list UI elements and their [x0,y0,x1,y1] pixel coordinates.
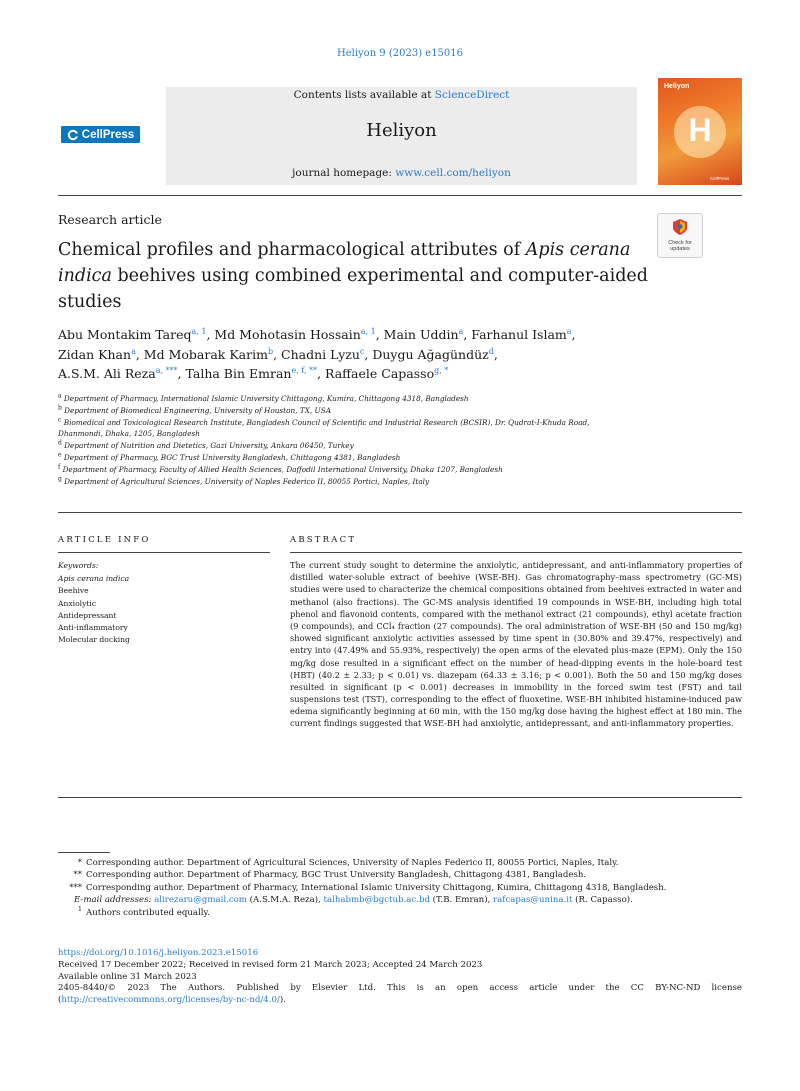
affiliation-text: Department of Nutrition and Dietetics, Gazi University, Ankara 06450, Turkey [64,441,354,451]
author-affiliation-marker[interactable]: b [267,346,274,356]
footnote-corresponding-3 [58,882,748,894]
affiliation-label: c [58,416,62,424]
publication-info [58,948,742,1007]
article-type: Research article [58,212,162,227]
author-separator: , [206,327,215,342]
author-separator: , [571,327,576,342]
cover-title: Heliyon [664,83,690,90]
author-name: Chadni Lyzu [281,346,360,362]
homepage-prefix: journal homepage: [292,167,396,179]
doi-link[interactable]: https://doi.org/10.1016/j.heliyon.2023.e15016 [58,948,259,958]
author-affiliation-marker[interactable]: a, *** [155,365,178,375]
author-name: Raffaele Capasso [325,366,435,381]
affiliation-label: e [58,451,62,459]
author-affiliation-marker[interactable]: a, 1 [360,326,376,336]
email-owner: (R. Capasso). [572,895,633,906]
footnote-text: Corresponding author. Department of Pharmacy, International Islamic University Chittagong, Kumira, Chittagong 4318, Bangladesh. [86,882,667,893]
affiliation-item [58,393,698,405]
contents-prefix: Contents lists available at [293,89,435,101]
footnote-corresponding-1 [58,857,748,869]
affiliation-text: Department of Pharmacy, BGC Trust University Bangladesh, Chittagong 4381, Bangladesh [63,452,401,462]
affiliation-label: b [58,404,62,412]
author-name: Md Mohotasin Hossain [214,327,361,342]
journal-homepage [166,167,637,179]
keyword-list [58,573,130,647]
author-name: Farhanul Islam [471,327,567,342]
journal-cover-image [658,78,742,185]
email-link-reza[interactable]: alirezaru@gmail.com [154,895,247,906]
footnote-divider [58,852,110,853]
author-name: A.S.M. Ali Reza [58,366,156,381]
author-name: Main Uddin [383,327,459,342]
footnote-corresponding-2 [58,869,748,881]
cover-footer: CellPress [710,176,730,181]
affiliation-item [58,440,698,452]
footnote-emails [58,894,748,906]
abstract-text: The current study sought to determine the anxiolytic, antidepressant, and anti-inflammatory properties of distilled water-soluble extract of beehive (WSE-BH). Gas chromatography–mass spectrometry (GC-MS) studies were used to characterize the chemical compositions obtained from beehives extracted in water and methanol (also fractions). The GC-MS analysis identified 19 compounds in WSE-BH, including high total phenol and flavonoid contents, compared with the methanol extract (21 compounds), ethyl acetate fraction (9 compounds), and CCl₄ fraction (27 compounds). The oral administration of WSE-BH (50 and 150 mg/kg) showed significant anxiolytic activities assessed by time spent in (30.80% and 39.47%, respectively) and entry into (47.49% and 55.93%, respectively) the open arms of the elevated plus-maze (EPM). Only the 150 mg/kg dose resulted in a significant effect on the number of head-dipping events in the hole-board test (HBT) (40.2 ± 2.33; p < 0.01) vs. diazepam (64.33 ± 3.16; p < 0.001). Both the 50 and 150 mg/kg doses resulted in significant (p < 0.001) decreases in immobility in the forced swim test (FST) and tail suspensions test (TST), corresponding to the effect of fluoxetine. WSE-BH inhibited histamine-induced paw edema significantly beginning at 60 min, with the 150 mg/kg dose having the highest effect at 180 min. The current findings suggested that WSE-BH had anxiolytic, antidepressant, and anti-inflammatory properties. [290,560,742,729]
footnote-text: Authors contributed equally. [86,907,210,918]
footnote-text: Corresponding author. Department of Pharmacy, BGC Trust University Bangladesh, Chittagong 4381, Bangladesh. [86,870,587,881]
affiliation-item [58,476,698,488]
email-owner: (T.B. Emran), [429,895,494,906]
author-affiliation-marker[interactable]: e, f, ** [291,365,318,375]
author-name: Talha Bin Emran [185,366,292,381]
affiliation-label: a [58,392,62,400]
title-part-1: Chemical profiles and pharmacological attributes of [58,240,526,260]
author-affiliation-marker[interactable]: a, 1 [191,326,207,336]
keyword-item: Antidepressant [58,610,117,620]
journal-reference-link[interactable]: Heliyon 9 (2023) e15016 [336,48,464,59]
author-name: Duygu Ağagündüz [372,346,489,362]
sciencedirect-link[interactable]: ScienceDirect [434,89,510,101]
email-owner: (A.S.M.A. Reza), [246,895,324,906]
author-affiliation-marker[interactable]: g, * [434,365,449,375]
title-part-2: beehives using combined experimental and computer-aided studies [58,266,648,312]
article-info-divider [58,552,270,553]
header-divider [58,195,742,196]
affiliation-item [58,428,698,440]
contents-availability [166,89,637,101]
article-info-heading: ARTICLE INFO [58,535,151,545]
paper-title [58,237,658,315]
author-separator: , [273,346,282,362]
affiliation-item [58,464,698,476]
check-updates-label: Check for updates [668,240,692,252]
keywords-label: Keywords: [58,561,99,570]
footnotes [58,857,748,919]
keyword-item: Beehive [58,586,89,596]
abstract-bottom-divider [58,797,742,798]
affiliation-text: Dhanmondi, Dhaka, 1205, Bangladesh [58,429,200,439]
affiliation-text: Department of Biomedical Engineering, University of Houston, TX, USA [64,405,331,415]
author-name: Md Mobarak Karim [143,346,268,362]
email-label: E-mail addresses: [74,895,152,906]
affiliation-label: d [58,439,62,447]
cover-letter: H [688,112,712,148]
license-close-paren: ). [279,995,286,1006]
author-separator: , [317,366,326,381]
author-list [58,325,698,384]
author-affiliation-marker[interactable]: a [566,326,572,336]
abstract-heading: ABSTRACT [290,535,357,545]
journal-title: Heliyon [366,120,437,141]
email-link-capasso[interactable]: rafcapas@unina.it [493,895,573,906]
affiliation-text: Department of Pharmacy, International Islamic University Chittagong, Kumira, Chittagong 4318, Bangladesh [63,394,469,403]
abstract-divider [290,552,742,553]
footnote-equal-contribution: 1 Authors contributed equally. [77,904,210,918]
cellpress-logo [61,126,140,143]
affiliation-item [58,405,698,417]
footnote-text: Corresponding author. Department of Agricultural Sciences, University of Naples Federico II, 80055 Portici, Naples, Italy. [86,858,619,868]
affiliation-text: Biomedical and Toxicological Research Institute, Bangladesh Council of Scientific and Industrial Research (BCSIR), Dr. Qudrat-I-Khuda Road, [63,417,590,427]
license-statement: 2405-8440/© 2023 The Authors. Published by Elsevier Ltd. This is an open access article under the CC BY-NC-ND license [58,983,742,994]
homepage-link[interactable]: www.cell.com/heliyon [395,167,511,179]
affiliation-text: Department of Pharmacy, Faculty of Allied Health Sciences, Daffodil International University, Dhaka 1207, Bangladesh [62,464,503,474]
license-open-paren: ( [58,995,62,1006]
author-affiliation-marker[interactable]: a [131,346,136,356]
author-separator: , [375,327,384,342]
author-separator: , [463,327,472,342]
affiliation-item [58,417,698,429]
affiliation-label: f [58,463,61,471]
author-separator: , [135,346,144,362]
footnote-mark: * [77,858,82,868]
keyword-item: Anxiolytic [58,598,97,608]
footnote-mark: *** [69,882,82,893]
check-updates-icon [672,218,688,236]
email-link-emran[interactable]: talhabmb@bgctub.ac.bd [323,895,430,906]
keyword-item: Molecular docking [58,635,130,645]
received-dates: Received 17 December 2022; Received in revised form 21 March 2023; Accepted 24 March 2023 [58,959,483,970]
author-affiliation-marker[interactable]: c [359,346,365,356]
author-affiliation-marker[interactable]: d [488,346,494,356]
cellpress-mark-icon [67,129,79,141]
author-affiliation-marker[interactable]: a [458,326,464,336]
affiliation-text: Department of Agricultural Sciences, University of Naples Federico II, 80055 Portici, Naples, Italy [64,476,430,486]
author-separator: , [493,346,498,362]
available-online-date: Available online 31 March 2023 [58,971,197,982]
affiliation-label: g [58,475,62,483]
author-separator: , [364,346,373,362]
footnote-mark: ** [73,870,82,881]
affiliations-divider [58,512,742,513]
author-separator: , [177,366,186,381]
author-name: Zidan Khan [58,346,132,362]
check-for-updates-button[interactable] [657,213,703,258]
cellpress-logo-text: CellPress [81,128,135,141]
affiliation-item [58,452,698,464]
title-species: Apis cerana indica [58,240,631,286]
affiliation-list [58,393,698,487]
keyword-item: Anti-inflammatory [58,623,128,633]
author-name: Abu Montakim Tareq [58,327,192,342]
keyword-item: Apis cerana indica [58,574,130,583]
license-link[interactable]: http://creativecommons.org/licenses/by-nc-nd/4.0/ [61,995,280,1006]
